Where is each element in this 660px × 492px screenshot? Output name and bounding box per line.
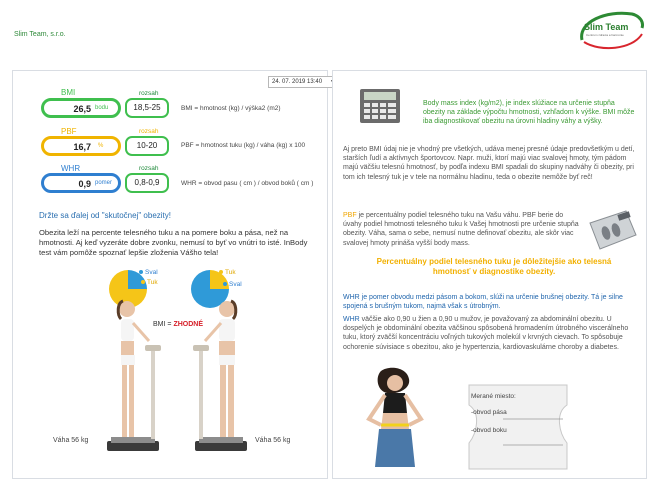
whr-text: väčšie ako 0,90 u žien a 0,90 u mužov, je považovaný za abdominální obezitu. U dospelých je obdominální obezita väčšinou spôsobená hromadením útrobného viscerálneho tuku, ktorý zväčší koncentráciu voľných tukových molekúl v krvných cievach. To spôsobuje ochorenie súvisiace s obezitou, ako je hypertenzia, kardiovaskulárne choroby a diabetes. [343,316,629,351]
whr-value: 0,9 [78,179,91,189]
weight-right: Váha 56 kg [255,437,291,444]
whr-range-label: rozsah [139,165,159,172]
bmi-range-label: rozsah [139,90,159,97]
measure-title: Merané miesto: [471,393,516,400]
pbf-value: 16,7 [73,142,91,152]
right-panel [332,70,647,479]
bmi-description-extended: Aj preto BMI údaj nie je vhodný pre všetkých, udáva menej presné údaje predovšetkým u detí, starších ľudí a aktívnych športovcov. Napr. muži, ktorí majú viac svalovej hmoty, tým pádom majú väčšiu telesnú hmotnosť, by podľa indexu BMI spadali do skupiny nadváhy či obezity, pri tom ich telesný tuk je v tele na normálnu hladinu, teda o obezite nemôže byť reč! [343,146,635,181]
bmi-equal-prefix: BMI = [153,321,172,328]
measure-hip: -obvod boku [471,427,507,434]
datetime-select[interactable] [268,76,338,88]
pbf-value-pill [41,136,121,156]
bmi-value: 26,5 [73,104,91,114]
logo-word: Slim Team [584,22,629,32]
obesity-heading: Držte sa ďalej od "skutočnej" obezity! [39,211,171,220]
waist-measure-photo [359,367,433,467]
pbf-label: PBF [61,127,77,136]
obesity-paragraph: Obezita leží na percente telesného tuku a na pomere boku a pása, než na hmotnosti. Aj keď vyzeráte dobre zvonku, nemusí to byť vo vnútri to isté. InBody test vám pomôže spoznať lepšie zloženia Vášho tela! [39,228,308,258]
pbf-highlight: Percentuálny podiel telesného tuku je dôležitejšie ako telesná hmotnosť v diagnostike obezity. [376,257,612,276]
pbf-range: 10-20 [125,136,169,156]
measure-waist: -obvod pása [471,409,507,416]
brand-name: Slim Team, s.r.o. [14,31,66,38]
left-panel [12,70,328,479]
pbf-range-label: rozsah [139,128,159,135]
whr-lead: WHR [343,316,360,323]
pbf-unit: % [98,143,104,149]
bmi-description: Body mass index (kg/m2), je index slúžiace na určenie stupňa obezity na základe výpočtu hmotnosti, vzhľadom k výške. BMI môže iba diagnostikovať obezitu na úrovni hladiny váhy a výšky. [423,100,635,126]
body-scale-icon [586,207,638,253]
slim-team-logo [576,8,646,52]
datetime-value: 24. 07. 2019 13:40 [272,79,323,85]
whr-description: WHR je pomer obvodu medzi pásom a bokom, slúži na určenie brušnej obezity. Tá je silne spojená s brušným tukom, najmä však s útrobným. [343,294,623,311]
logo-subtitle: Centrum zdravia a harmónie [586,33,624,37]
inbody-figure-left [93,291,173,463]
pbf-lead: PBF [343,212,357,219]
whr-value-pill [41,173,121,193]
pie2-legend-b: Sval [223,281,242,288]
inbody-figure-right [181,291,261,463]
pbf-formula: PBF = hmotnost tuku (kg) / váha (kg) x 100 [181,142,306,149]
weight-left: Váha 56 kg [53,437,89,444]
pie2-legend-a: Tuk [219,269,236,276]
bmi-unit: bodu [95,105,109,111]
pie1-legend-a: Sval [139,269,158,276]
pie1-legend-b: Tuk [141,279,158,286]
whr-description-extended [343,315,637,352]
whr-label: WHR [61,164,81,173]
bmi-value-pill [41,98,121,118]
bmi-label: BMI [61,88,76,97]
whr-unit: pomer [95,180,113,186]
calculator-icon [359,85,401,127]
pbf-description [343,211,581,248]
bmi-equal-word: ZHODNÉ [173,321,203,328]
pbf-text: je percentuálny podiel telesného tuku na Vašu váhu. PBF berie do úvahy podiel hmotnosti telesného tuku k Vašej hmotnosti pre určenie stupňa obezity. Váha, sama o sebe, nemusí nutne definovať obezitu, ale skôr viac svalovej hmoty prináša vyšší body mass. [343,212,579,247]
whr-formula: WHR = obvod pasu ( cm ) / obvod boků ( cm ) [181,180,314,187]
whr-range: 0,8-0,9 [125,173,169,193]
bmi-range: 18,5-25 [125,98,169,118]
bmi-formula: BMI = hmotnost (kg) / výška2 (m2) [181,105,281,112]
